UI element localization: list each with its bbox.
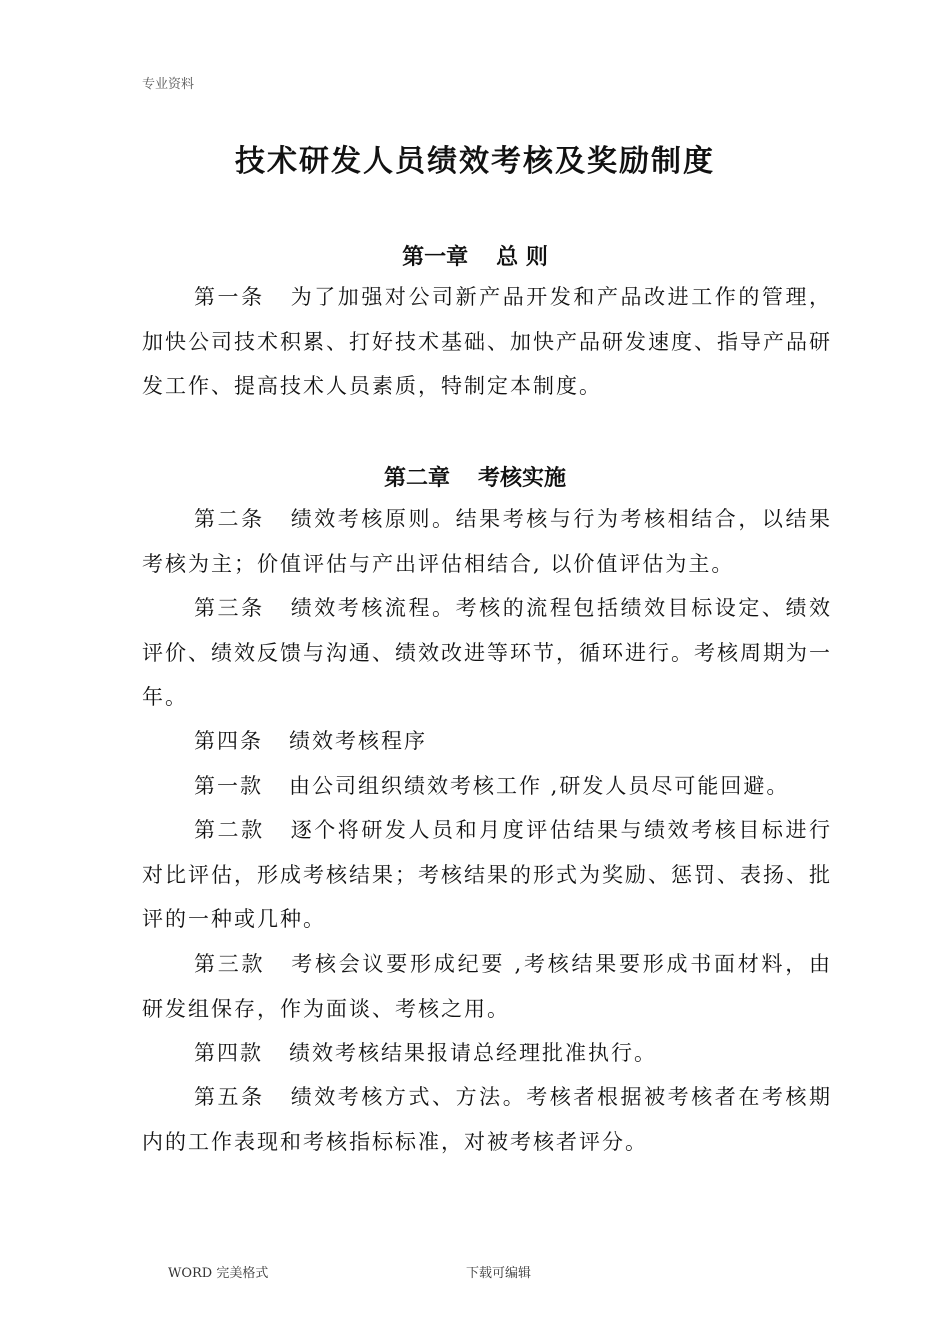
document-title: 技术研发人员绩效考核及奖励制度 (235, 144, 715, 179)
article-text: 为了加强对公司新产品开发和产品改进工作的管理，加快公司技术积累、打好技术基础、加快产品研发速度、指导产品研发工作、提高技术人员素质，特制定本制度。 (142, 285, 833, 398)
clause-lead: 第二款 (194, 818, 265, 842)
article-text: 绩效考核方式、方法。考核者根据被考核者在考核期内的工作表现和考核指标标准，对被考核者评分。 (142, 1085, 833, 1154)
chapter-name: 考核实施 (478, 466, 567, 491)
article-text: 绩效考核程序 (289, 729, 427, 753)
clause-paragraph (142, 942, 832, 1031)
footer-format-label: WORD 完美格式 (168, 1266, 269, 1281)
article-text: 绩效考核流程。考核的流程包括绩效目标设定、绩效评价、绩效反馈与沟通、绩效改进等环节，循环进行。考核周期为一年。 (142, 596, 833, 709)
clause-lead: 第三款 (194, 952, 266, 976)
article-lead: 第四条 (194, 729, 263, 753)
clause-lead: 第四款 (194, 1041, 263, 1065)
article-paragraph (142, 275, 832, 409)
clause-text: 逐个将研发人员和月度评估结果与绩效考核目标进行对比评估，形成考核结果；考核结果的形式为奖励、惩罚、表扬、批评的一种或几种。 (142, 818, 833, 931)
article-lead: 第一条 (194, 285, 265, 309)
chapter-number: 第二章 (383, 466, 450, 491)
chapter-1-heading (0, 240, 950, 271)
footer-download-label: 下载可编辑 (466, 1266, 532, 1281)
page-header-label: 专业资料 (142, 77, 195, 92)
chapter-2-heading (0, 461, 950, 492)
article-text: 绩效考核原则。结果考核与行为考核相结合，以结果考核为主；价值评估与产出评估相结合, 以价值评估为主。 (142, 507, 833, 576)
chapter-name: 总 则 (496, 245, 548, 270)
article-paragraph (142, 586, 832, 720)
article-lead: 第二条 (194, 507, 265, 531)
clause-paragraph (142, 808, 832, 942)
article-paragraph (142, 497, 832, 586)
chapter-number: 第一章 (402, 245, 469, 270)
clause-text: 由公司组织绩效考核工作 ,研发人员尽可能回避。 (289, 774, 790, 798)
article-lead: 第三条 (194, 596, 265, 620)
clause-paragraph (142, 1031, 832, 1076)
clause-lead: 第一款 (194, 774, 263, 798)
clause-text: 绩效考核结果报请总经理批准执行。 (289, 1041, 657, 1065)
clause-text: 考核会议要形成纪要 ,考核结果要形成书面材料，由研发组保存，作为面谈、考核之用。 (142, 952, 833, 1021)
article-paragraph (142, 719, 832, 764)
article-lead: 第五条 (194, 1085, 265, 1109)
clause-paragraph (142, 764, 832, 809)
article-paragraph (142, 1075, 832, 1164)
